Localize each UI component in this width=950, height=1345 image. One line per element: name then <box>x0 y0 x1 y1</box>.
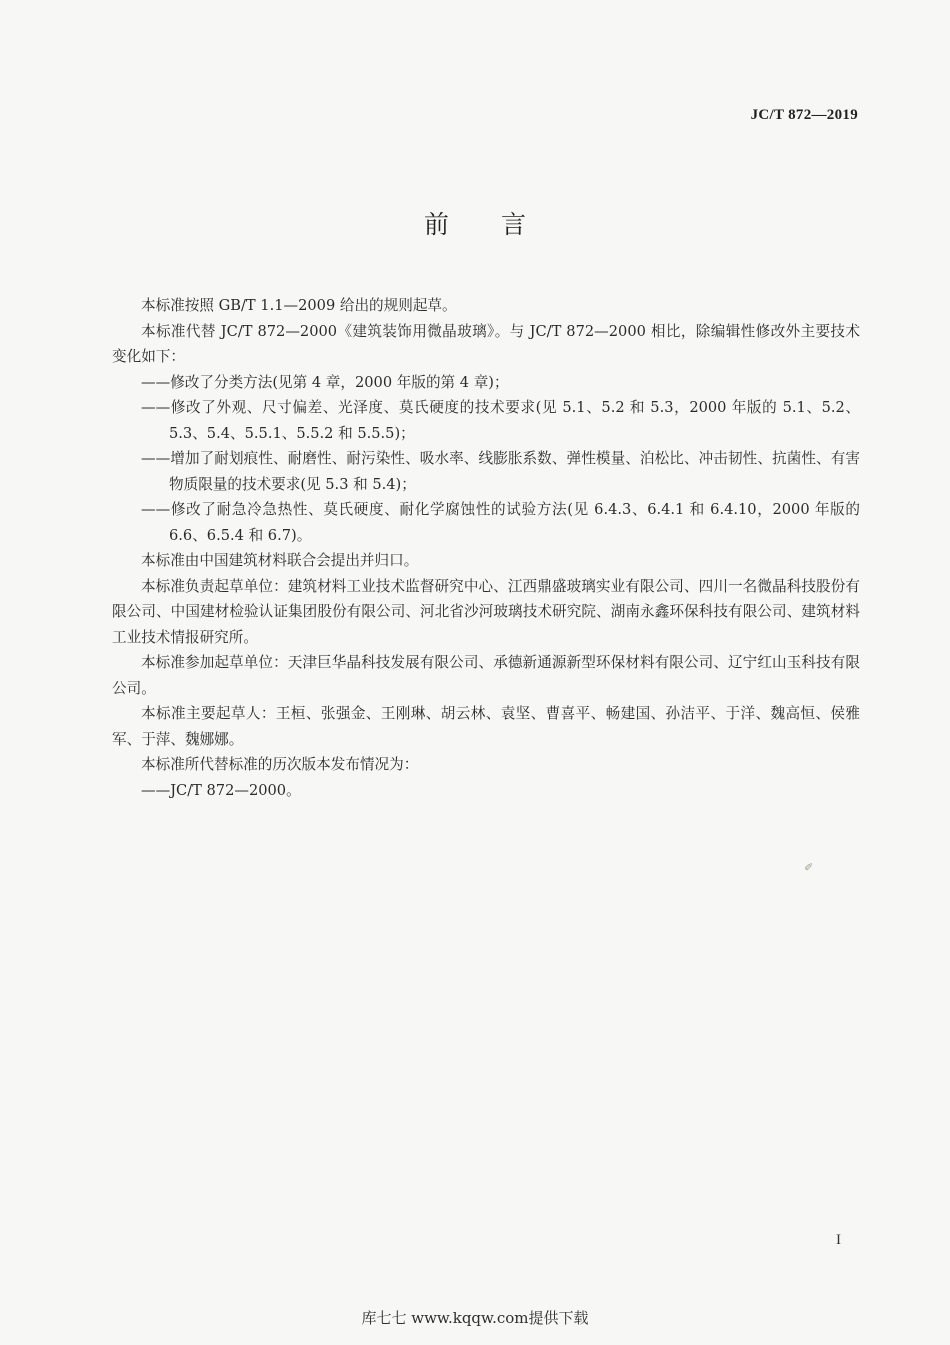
page-title: 前言 <box>423 210 578 239</box>
change-item-test-methods: ——修改了耐急冷急热性、莫氏硬度、耐化学腐蚀性的试验方法(见 6.4.3、6.4.1 和 6.4.10，2000 年版的 6.6、6.5.4 和 6.7)。 <box>141 501 860 544</box>
paragraph-proposer: 本标准由中国建筑材料联合会提出并归口。 <box>141 552 419 569</box>
page-number: I <box>836 1232 841 1248</box>
scan-mark: ✐ <box>804 861 814 874</box>
paragraph-previous-editions: 本标准所代替标准的历次版本发布情况为： <box>141 756 419 773</box>
change-item-classification: ——修改了分类方法(见第 4 章，2000 年版的第 4 章)； <box>141 373 509 391</box>
paragraph-main-drafters: 本标准主要起草人：王桓、张强金、王刚琳、胡云林、袁坚、曹喜平、畅建国、孙洁平、于洋、魏高恒、侯雅军、于萍、魏娜娜。 <box>112 705 860 748</box>
standard-code: JC/T 872—2019 <box>750 107 858 123</box>
paragraph-lead-drafters: 本标准负责起草单位：建筑材料工业技术监督研究中心、江西鼎盛玻璃实业有限公司、四川一名微晶科技股份有限公司、中国建材检验认证集团股份有限公司、河北省沙河玻璃技术研究院、湖南永鑫环保科技有限公司、建筑材料工业技术情报研究所。 <box>112 577 860 646</box>
change-item-added-requirements: ——增加了耐划痕性、耐磨性、耐污染性、吸水率、线膨胀系数、弹性模量、泊松比、冲击韧性、抗菌性、有害物质限量的技术要求(见 5.3 和 5.4)； <box>141 450 860 493</box>
paragraph-drafting-rules: 本标准按照 GB/T 1.1—2009 给出的规则起草。 <box>141 297 457 314</box>
foreword-body <box>112 293 860 803</box>
change-item-requirements: ——修改了外观、尺寸偏差、光泽度、莫氏硬度的技术要求(见 5.1、5.2 和 5.3，2000 年版的 5.1、5.2、5.3、5.4、5.5.1、5.5.2 和 5.5.5)； <box>141 399 860 442</box>
previous-edition-item: ——JC/T 872—2000。 <box>141 781 301 799</box>
paragraph-participating-drafters: 本标准参加起草单位：天津巨华晶科技发展有限公司、承德新通源新型环保材料有限公司、辽宁红山玉科技有限公司。 <box>112 654 860 697</box>
download-footer: 库七七 www.kqqw.com提供下载 <box>361 1309 589 1327</box>
paragraph-replaces: 本标准代替 JC/T 872—2000《建筑装饰用微晶玻璃》。与 JC/T 872—2000 相比，除编辑性修改外主要技术变化如下： <box>112 322 860 365</box>
